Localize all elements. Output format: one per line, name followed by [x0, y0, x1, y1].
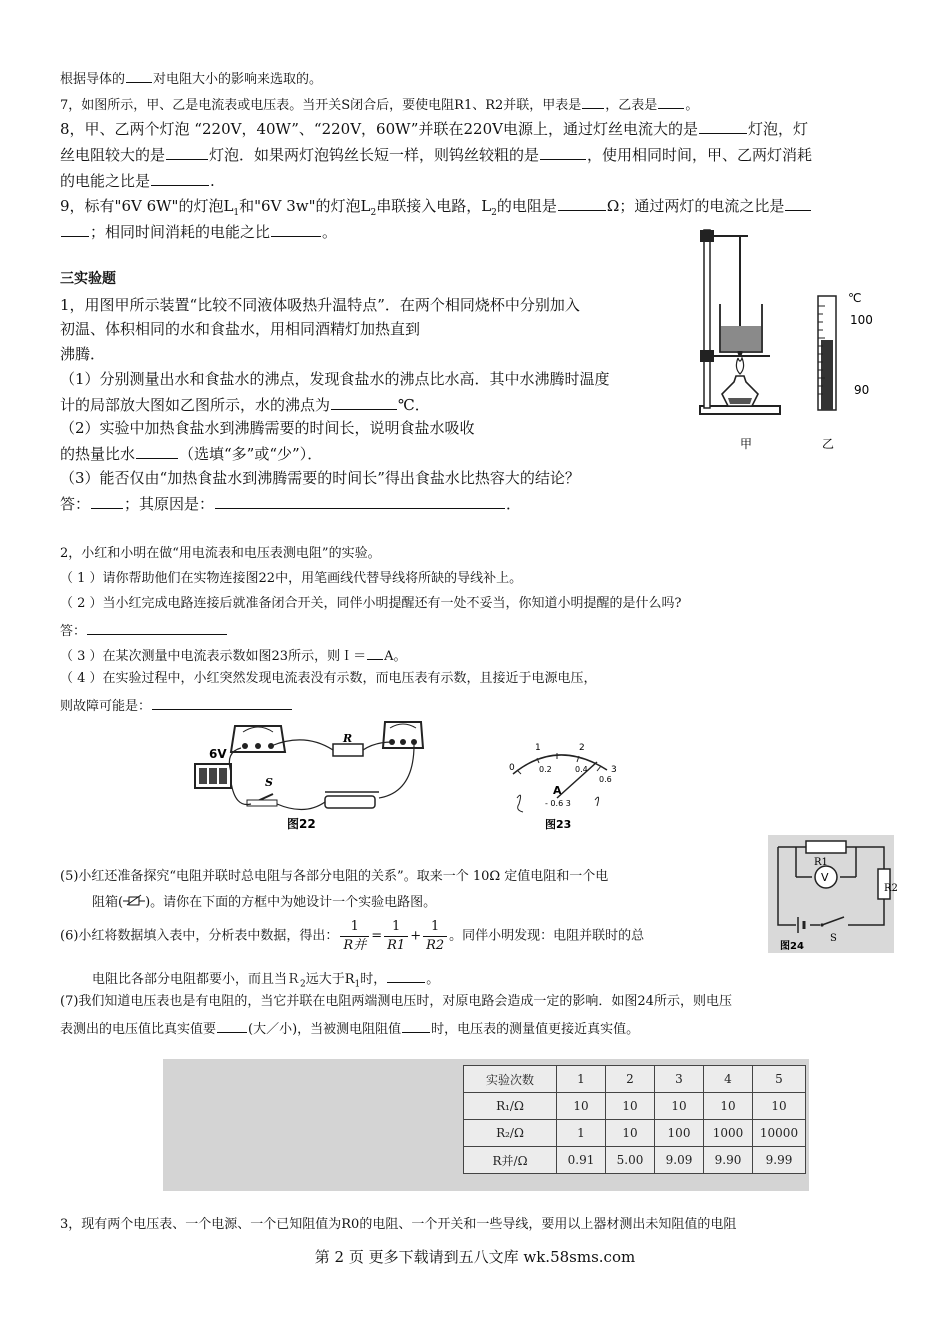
table-cell: 10: [606, 1120, 655, 1147]
clamp: [700, 230, 714, 242]
answer-blank[interactable]: [540, 145, 586, 160]
question-9-line1: 9，标有"6V 6W"的灯泡$L_1$和"6V 3w"的灯泡$L_2$串联接入电路，$L_2$的电阻是 Ω；通过两灯的电流之比是: [60, 196, 812, 222]
answer-blank[interactable]: [215, 494, 505, 509]
table-cell: 1: [557, 1120, 606, 1147]
data-table-wrap: [463, 1065, 806, 1174]
ammeter-terminals: - 0.6 3: [545, 799, 571, 808]
figure-apparatus: [690, 222, 890, 454]
exp1-line2: 初温、体积相同的水和食盐水，用相同酒精灯加热直到: [60, 320, 421, 338]
exp2-line5: （ 3 ）在某次测量中电流表示数如图23所示，则Ｉ＝ A。: [60, 645, 406, 666]
table-cell: 0.91: [557, 1147, 606, 1174]
answer-blank[interactable]: [271, 222, 321, 237]
question-7: 7，如图所示，甲、乙是电流表或电压表。当开关S闭合后，要使电阻R1、R2并联，甲表是 ，乙表是 。: [60, 94, 698, 115]
voltage-label: 6V: [209, 747, 227, 761]
question-3-line1: 3，现有两个电压表、一个电源、一个已知阻值为R0的电阻、一个开关和一些导线，要用以上器材测出未知阻值的电阻: [60, 1217, 737, 1232]
fraction-r1: $\frac{1}{R1}$: [384, 918, 408, 955]
question-8-line3: 的电能之比是 .: [60, 172, 215, 190]
section-title: 三实验题: [60, 271, 116, 287]
stand-pole: [704, 230, 710, 408]
thermo-unit: ℃: [848, 291, 862, 305]
fig23-label: 图23: [545, 818, 572, 831]
exp2-line2: （ 1 ）请你帮助他们在实物连接图22中，用笔画线代替导线将所缺的导线补上。: [60, 571, 523, 586]
exp2-line4: 答：: [60, 620, 228, 641]
answer-blank[interactable]: [699, 119, 747, 134]
scale-02: 0.2: [539, 765, 552, 774]
table-header: 1: [557, 1066, 606, 1093]
fig-label-jia: 甲: [740, 437, 753, 451]
exp2-q5-line2: 阻箱( )。请你在下面的方框中为她设计一个实验电路图。: [92, 895, 437, 910]
switch-label: S: [265, 776, 273, 789]
table-header: 5: [753, 1066, 806, 1093]
mercury-column: [821, 340, 833, 410]
rheostat-icon: [325, 796, 375, 808]
question-8-line1: 8，甲、乙两个灯泡 “220V，40W”、“220V，60W”并联在220V电源上，通过灯丝电流大的是 灯泡，灯: [60, 120, 808, 138]
answer-blank[interactable]: [402, 1018, 430, 1033]
exp1-line4: （1）分别测量出水和食盐水的沸点，发现食盐水的沸点比水高．其中水沸腾时温度: [60, 370, 610, 388]
table-cell: 5.00: [606, 1147, 655, 1174]
table-cell: 10: [753, 1093, 806, 1120]
table-cell: 9.99: [753, 1147, 806, 1174]
scale-04: 0.4: [575, 765, 588, 774]
answer-blank[interactable]: [152, 695, 292, 710]
table-cell: 10: [606, 1093, 655, 1120]
r1-label: R1: [814, 857, 828, 868]
exp1-line9: 答： ；其原因是： ．: [60, 495, 522, 513]
table-row: [464, 1147, 806, 1174]
table-cell: R₁/Ω: [464, 1093, 557, 1120]
answer-blank[interactable]: [367, 645, 383, 660]
data-table: [463, 1065, 806, 1174]
answer-blank[interactable]: [126, 68, 152, 83]
table-cell: 10: [557, 1093, 606, 1120]
table-cell: R并/Ω: [464, 1147, 557, 1174]
liquid: [721, 326, 761, 351]
answer-blank[interactable]: [61, 222, 89, 237]
flame: [736, 358, 743, 374]
table-cell: R₂/Ω: [464, 1120, 557, 1147]
thermo-tick-100: 100: [850, 313, 873, 327]
table-cell: 10: [704, 1093, 753, 1120]
ammeter-symbol: A: [553, 784, 562, 797]
table-row: [464, 1093, 806, 1120]
exp2-line1: 2，小红和小明在做“用电流表和电压表测电阻”的实验。: [60, 546, 381, 561]
answer-blank[interactable]: [582, 94, 604, 109]
scale-2: 2: [579, 743, 585, 753]
answer-blank[interactable]: [331, 395, 397, 410]
exp1-line5: 计的局部放大图如乙图所示，水的沸点为 ℃．: [60, 396, 430, 414]
fig22-label: 图22: [287, 817, 316, 831]
table-row: [464, 1120, 806, 1147]
answer-blank[interactable]: [87, 620, 227, 635]
scale-06: 0.6: [599, 775, 612, 784]
fraction-r2: $\frac{1}{R2}$: [423, 918, 447, 955]
table-cell: 100: [655, 1120, 704, 1147]
figure-22-circuit: [185, 712, 425, 832]
answer-blank[interactable]: [785, 196, 811, 211]
rheostat-box-icon: [123, 894, 145, 906]
answer-blank[interactable]: [136, 444, 178, 459]
answer-blank[interactable]: [658, 94, 684, 109]
table-cell: 9.09: [655, 1147, 704, 1174]
exp2-q5-line1: (5)小红还准备探究“电阻并联时总电阻与各部分电阻的关系”。取来一个 10Ω 定值电阻和一个电: [60, 869, 609, 884]
resistor-label: R: [343, 732, 353, 745]
table-header: 3: [655, 1066, 704, 1093]
scale-3: 3: [611, 765, 617, 775]
exp2-line6: （ 4 ）在实验过程中，小红突然发现电流表没有示数，而电压表有示数，且接近于电源电压，: [60, 671, 597, 686]
resistor-r1-icon: [806, 841, 846, 853]
exp2-q7-line2: 表测出的电压值比真实值要 (大／小)，当被测电阻阻值 时，电压表的测量值更接近真实值。: [60, 1018, 639, 1039]
table-header: 2: [606, 1066, 655, 1093]
exp1-line1: 1，用图甲所示装置“比较不同液体吸热升温特点”．在两个相同烧杯中分别加入: [60, 296, 580, 314]
thermo-tick-90: 90: [854, 383, 870, 397]
figure-23-ammeter: [495, 740, 625, 832]
question-8-line2: 丝电阻较大的是 灯泡．如果两灯泡钨丝长短一样，则钨丝较粗的是 ，使用相同时间，甲、乙两灯消耗: [60, 146, 813, 164]
fig-label-yi: 乙: [822, 437, 835, 451]
answer-blank[interactable]: [151, 171, 209, 186]
answer-blank[interactable]: [558, 196, 606, 211]
exp2-q7-line1: (7)我们知道电压表也是有电阻的，当它并联在电阻两端测电压时，对原电路会造成一定的影响．如图24所示，则电压: [60, 994, 732, 1009]
answer-blank[interactable]: [387, 968, 425, 983]
stand-base: [700, 406, 780, 414]
r2-label: R2: [884, 883, 898, 894]
scale-1: 1: [535, 743, 541, 753]
resistor-icon: [333, 744, 363, 756]
exp2-line3: （ 2 ）当小红完成电路连接后就准备闭合开关，同伴小明提醒还有一处不妥当，你知道小明提醒的是什么吗?: [60, 596, 682, 611]
answer-blank[interactable]: [91, 494, 123, 509]
page-footer: 第 2 页 更多下载请到五八文库 wk.58sms.com: [314, 1248, 636, 1266]
scale-0: 0: [509, 763, 515, 773]
exp2-q6-line2: 电阻比各部分电阻都要小，而且当Ｒ$_2$远大于$R_1$时， 。: [92, 968, 439, 994]
exp1-line3: 沸腾．: [60, 345, 106, 363]
ammeter-scale-arc: [513, 755, 607, 774]
fig24-label: 图24: [780, 941, 804, 952]
data-table-panel: [163, 1059, 809, 1191]
table-cell: 9.90: [704, 1147, 753, 1174]
figure-24-circuit: [768, 835, 898, 953]
table-header-row: [464, 1066, 806, 1093]
exp1-line7: 的热量比水 （选填“多”或“少”）．: [60, 445, 323, 463]
exp2-line7: 则故障可能是：: [60, 695, 293, 716]
text-line-1: 根据导体的 对电阻大小的影响来选取的。: [60, 68, 322, 89]
answer-blank[interactable]: [217, 1018, 247, 1033]
table-cell: 10: [655, 1093, 704, 1120]
exp1-line8: （3）能否仅由“加热食盐水到沸腾需要的时间长”得出食盐水比热容大的结论？: [60, 469, 580, 487]
switch-label: S: [830, 933, 837, 944]
voltmeter-symbol: V: [821, 871, 829, 884]
exp1-line6: （2）实验中加热食盐水到沸腾需要的时间长，说明食盐水吸收: [60, 419, 475, 437]
fraction-r-parallel: $\frac{1}{\text{R并}}$: [340, 918, 369, 955]
table-header: 实验次数: [464, 1066, 557, 1093]
table-header: 4: [704, 1066, 753, 1093]
question-9-line2: ；相同时间消耗的电能之比 。: [60, 222, 337, 241]
exp2-q6-line1: (6)小红将数据填入表中，分析表中数据，得出： $\frac{1}{\text{R并}}$ = $\frac{1}{R1}$ + $\frac{1}{R2}$ 。同伴小明发现：电阻并联时的总: [60, 919, 645, 953]
table-cell: 10000: [753, 1120, 806, 1147]
answer-blank[interactable]: [166, 145, 208, 160]
table-cell: 1000: [704, 1120, 753, 1147]
